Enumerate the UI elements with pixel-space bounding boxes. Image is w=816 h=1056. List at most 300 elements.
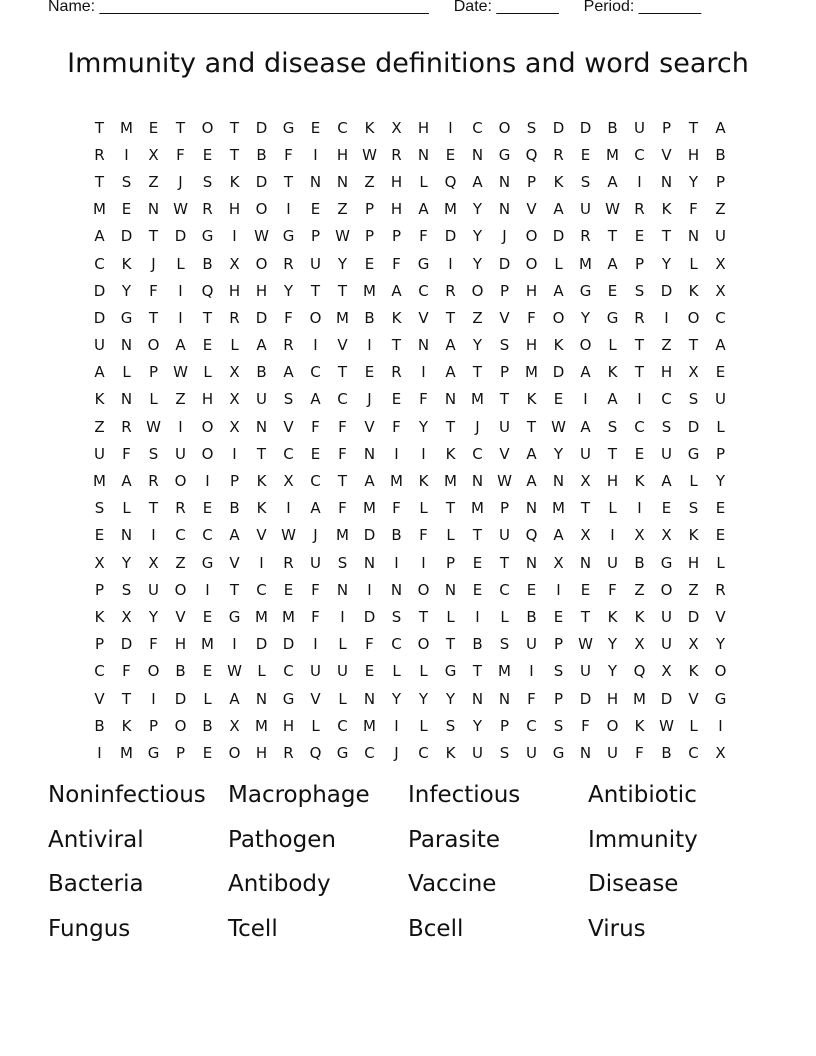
grid-letter[interactable]: M <box>606 145 619 164</box>
grid-letter[interactable]: D <box>174 689 187 708</box>
grid-letter[interactable]: Z <box>175 390 186 409</box>
grid-letter[interactable]: K <box>607 607 618 626</box>
grid-letter[interactable]: V <box>310 689 321 708</box>
grid-letter[interactable]: I <box>664 308 669 327</box>
grid-letter[interactable]: Q <box>309 743 322 762</box>
grid-letter[interactable]: I <box>475 607 480 626</box>
grid-letter[interactable]: M <box>363 716 376 735</box>
grid-letter[interactable]: K <box>688 662 699 681</box>
grid-letter[interactable]: U <box>94 444 105 463</box>
grid-letter[interactable]: G <box>147 743 160 762</box>
grid-letter[interactable]: Y <box>607 662 618 681</box>
grid-letter[interactable]: A <box>580 417 591 436</box>
grid-letter[interactable]: X <box>229 716 240 735</box>
grid-letter[interactable]: D <box>660 689 673 708</box>
grid-letter[interactable]: K <box>445 444 456 463</box>
grid-letter[interactable]: M <box>444 200 457 219</box>
grid-letter[interactable]: C <box>94 254 105 273</box>
grid-letter[interactable]: F <box>527 308 536 327</box>
grid-letter[interactable]: C <box>418 743 429 762</box>
grid-letter[interactable]: R <box>121 417 132 436</box>
grid-letter[interactable]: I <box>367 336 372 355</box>
grid-letter[interactable]: O <box>660 580 673 599</box>
grid-letter[interactable]: B <box>607 118 618 137</box>
grid-letter[interactable]: L <box>608 499 617 518</box>
grid-letter[interactable]: D <box>363 607 376 626</box>
grid-letter[interactable]: T <box>580 499 591 518</box>
grid-letter[interactable]: I <box>394 553 399 572</box>
grid-letter[interactable]: F <box>122 444 131 463</box>
grid-letter[interactable]: D <box>552 227 565 246</box>
grid-letter[interactable]: A <box>715 336 726 355</box>
grid-letter[interactable]: F <box>419 526 428 545</box>
grid-letter[interactable]: F <box>311 607 320 626</box>
grid-letter[interactable]: T <box>256 444 267 463</box>
grid-letter[interactable]: O <box>147 336 160 355</box>
grid-letter[interactable]: W <box>173 200 188 219</box>
grid-letter[interactable]: F <box>689 200 698 219</box>
grid-letter[interactable]: E <box>94 526 105 545</box>
grid-letter[interactable]: T <box>229 580 240 599</box>
grid-letter[interactable]: I <box>421 553 426 572</box>
grid-letter[interactable]: Z <box>94 417 105 436</box>
grid-letter[interactable]: M <box>120 743 133 762</box>
grid-letter[interactable]: A <box>121 472 132 491</box>
grid-letter[interactable]: F <box>284 145 293 164</box>
grid-letter[interactable]: A <box>607 172 618 191</box>
grid-letter[interactable]: V <box>94 689 105 708</box>
grid-letter[interactable]: O <box>255 200 268 219</box>
grid-letter[interactable]: U <box>310 553 321 572</box>
grid-letter[interactable]: I <box>448 118 453 137</box>
grid-letter[interactable]: S <box>634 281 645 300</box>
grid-letter[interactable]: Y <box>148 607 159 626</box>
grid-letter[interactable]: Z <box>661 336 672 355</box>
grid-letter[interactable]: G <box>336 743 349 762</box>
grid-letter[interactable]: M <box>471 390 484 409</box>
grid-letter[interactable]: O <box>255 254 268 273</box>
grid-letter[interactable]: D <box>255 635 268 654</box>
grid-letter[interactable]: O <box>201 417 214 436</box>
grid-letter[interactable]: B <box>364 308 375 327</box>
grid-letter[interactable]: M <box>336 526 349 545</box>
grid-letter[interactable]: B <box>715 145 726 164</box>
grid-letter[interactable]: I <box>367 580 372 599</box>
grid-letter[interactable]: P <box>553 689 564 708</box>
grid-letter[interactable]: T <box>337 281 348 300</box>
grid-letter[interactable]: X <box>553 553 564 572</box>
grid-letter[interactable]: R <box>580 227 591 246</box>
grid-letter[interactable]: X <box>121 607 132 626</box>
grid-letter[interactable]: F <box>419 390 428 409</box>
grid-letter[interactable]: U <box>580 200 591 219</box>
grid-letter[interactable]: L <box>338 689 347 708</box>
grid-letter[interactable]: J <box>502 227 507 246</box>
grid-letter[interactable]: T <box>391 336 402 355</box>
grid-letter[interactable]: A <box>580 363 591 382</box>
grid-letter[interactable]: Y <box>715 472 726 491</box>
grid-letter[interactable]: U <box>499 526 510 545</box>
grid-letter[interactable]: E <box>553 390 564 409</box>
grid-letter[interactable]: K <box>229 172 240 191</box>
grid-letter[interactable]: U <box>337 662 348 681</box>
grid-letter[interactable]: I <box>178 417 183 436</box>
grid-letter[interactable]: I <box>610 526 615 545</box>
grid-letter[interactable]: I <box>232 635 237 654</box>
grid-letter[interactable]: A <box>607 254 618 273</box>
grid-letter[interactable]: A <box>607 390 618 409</box>
grid-letter[interactable]: C <box>499 580 510 599</box>
grid-letter[interactable]: N <box>255 417 268 436</box>
grid-letter[interactable]: O <box>174 716 187 735</box>
grid-letter[interactable]: U <box>580 662 591 681</box>
grid-letter[interactable]: L <box>122 363 131 382</box>
grid-letter[interactable]: N <box>525 553 538 572</box>
grid-letter[interactable]: P <box>715 172 726 191</box>
grid-letter[interactable]: W <box>362 145 377 164</box>
grid-letter[interactable]: R <box>94 145 105 164</box>
grid-letter[interactable]: P <box>364 200 375 219</box>
grid-letter[interactable]: K <box>553 336 564 355</box>
grid-letter[interactable]: V <box>526 200 537 219</box>
grid-letter[interactable]: T <box>310 281 321 300</box>
grid-letter[interactable]: G <box>552 743 565 762</box>
grid-letter[interactable]: I <box>313 145 318 164</box>
grid-letter[interactable]: W <box>578 635 593 654</box>
grid-letter[interactable]: M <box>525 363 538 382</box>
grid-letter[interactable]: E <box>715 363 726 382</box>
grid-letter[interactable]: H <box>390 172 403 191</box>
grid-letter[interactable]: U <box>661 607 672 626</box>
grid-letter[interactable]: L <box>689 716 698 735</box>
grid-letter[interactable]: E <box>472 553 483 572</box>
grid-letter[interactable]: N <box>120 526 133 545</box>
grid-letter[interactable]: H <box>525 336 538 355</box>
grid-letter[interactable]: P <box>310 227 321 246</box>
grid-letter[interactable]: S <box>94 499 105 518</box>
grid-letter[interactable]: X <box>580 472 591 491</box>
grid-letter[interactable]: O <box>552 308 565 327</box>
grid-letter[interactable]: E <box>202 145 213 164</box>
grid-letter[interactable]: D <box>120 635 133 654</box>
grid-letter[interactable]: S <box>499 635 510 654</box>
grid-letter[interactable]: R <box>283 254 294 273</box>
grid-letter[interactable]: N <box>417 336 430 355</box>
grid-letter[interactable]: L <box>716 553 725 572</box>
grid-letter[interactable]: E <box>121 200 132 219</box>
grid-letter[interactable]: L <box>500 607 509 626</box>
grid-letter[interactable]: U <box>94 336 105 355</box>
grid-letter[interactable]: S <box>391 607 402 626</box>
grid-letter[interactable]: M <box>633 689 646 708</box>
grid-letter[interactable]: M <box>390 472 403 491</box>
grid-letter[interactable]: F <box>527 689 536 708</box>
grid-letter[interactable]: D <box>579 118 592 137</box>
grid-letter[interactable]: E <box>202 743 213 762</box>
grid-letter[interactable]: G <box>498 145 511 164</box>
grid-letter[interactable]: H <box>606 472 619 491</box>
grid-letter[interactable]: A <box>553 200 564 219</box>
grid-letter[interactable]: F <box>581 716 590 735</box>
grid-letter[interactable]: N <box>255 689 268 708</box>
grid-letter[interactable]: Z <box>634 580 645 599</box>
grid-letter[interactable]: I <box>205 472 210 491</box>
grid-letter[interactable]: O <box>579 336 592 355</box>
grid-letter[interactable]: F <box>338 499 347 518</box>
grid-letter[interactable]: T <box>472 363 483 382</box>
grid-letter[interactable]: H <box>255 743 268 762</box>
grid-letter[interactable]: Z <box>688 580 699 599</box>
grid-letter[interactable]: G <box>282 227 295 246</box>
grid-letter[interactable]: Y <box>391 689 402 708</box>
grid-letter[interactable]: W <box>551 417 566 436</box>
grid-letter[interactable]: O <box>606 716 619 735</box>
grid-letter[interactable]: F <box>284 308 293 327</box>
grid-letter[interactable]: V <box>175 607 186 626</box>
grid-letter[interactable]: B <box>526 607 537 626</box>
grid-letter[interactable]: B <box>202 716 213 735</box>
grid-letter[interactable]: Z <box>715 200 726 219</box>
grid-letter[interactable]: E <box>202 662 213 681</box>
grid-letter[interactable]: R <box>391 363 402 382</box>
grid-letter[interactable]: I <box>637 172 642 191</box>
grid-letter[interactable]: G <box>201 553 214 572</box>
grid-letter[interactable]: O <box>201 444 214 463</box>
grid-letter[interactable]: P <box>148 363 159 382</box>
grid-letter[interactable]: W <box>254 227 269 246</box>
grid-letter[interactable]: P <box>499 716 510 735</box>
grid-letter[interactable]: D <box>498 254 511 273</box>
grid-letter[interactable]: H <box>525 281 538 300</box>
grid-letter[interactable]: M <box>579 254 592 273</box>
grid-letter[interactable]: G <box>579 281 592 300</box>
grid-letter[interactable]: I <box>448 254 453 273</box>
grid-letter[interactable]: S <box>607 417 618 436</box>
grid-letter[interactable]: F <box>338 417 347 436</box>
grid-letter[interactable]: G <box>660 553 673 572</box>
grid-letter[interactable]: W <box>497 472 512 491</box>
grid-letter[interactable]: W <box>605 200 620 219</box>
grid-letter[interactable]: B <box>256 363 267 382</box>
grid-letter[interactable]: E <box>661 499 672 518</box>
grid-letter[interactable]: P <box>94 635 105 654</box>
grid-letter[interactable]: P <box>175 743 186 762</box>
grid-letter[interactable]: J <box>475 417 480 436</box>
grid-letter[interactable]: Y <box>688 172 699 191</box>
grid-letter[interactable]: M <box>552 499 565 518</box>
grid-letter[interactable]: V <box>256 526 267 545</box>
grid-letter[interactable]: K <box>256 499 267 518</box>
grid-letter[interactable]: Y <box>121 281 132 300</box>
grid-letter[interactable]: M <box>336 308 349 327</box>
grid-letter[interactable]: L <box>689 472 698 491</box>
grid-letter[interactable]: C <box>337 118 348 137</box>
grid-letter[interactable]: D <box>660 281 673 300</box>
grid-letter[interactable]: J <box>367 390 372 409</box>
grid-letter[interactable]: O <box>147 662 160 681</box>
grid-letter[interactable]: E <box>634 227 645 246</box>
grid-letter[interactable]: B <box>634 553 645 572</box>
grid-letter[interactable]: K <box>391 308 402 327</box>
grid-letter[interactable]: W <box>281 526 296 545</box>
grid-letter[interactable]: E <box>364 363 375 382</box>
grid-letter[interactable]: G <box>417 254 430 273</box>
grid-letter[interactable]: N <box>552 472 565 491</box>
grid-letter[interactable]: G <box>282 118 295 137</box>
grid-letter[interactable]: D <box>687 607 700 626</box>
grid-letter[interactable]: D <box>552 118 565 137</box>
grid-letter[interactable]: K <box>94 607 105 626</box>
grid-letter[interactable]: S <box>526 118 537 137</box>
grid-letter[interactable]: V <box>499 444 510 463</box>
grid-letter[interactable]: T <box>607 227 618 246</box>
grid-letter[interactable]: X <box>715 743 726 762</box>
grid-letter[interactable]: T <box>472 526 483 545</box>
grid-letter[interactable]: S <box>499 336 510 355</box>
grid-letter[interactable]: O <box>687 308 700 327</box>
grid-letter[interactable]: E <box>391 390 402 409</box>
grid-letter[interactable]: A <box>283 363 294 382</box>
grid-letter[interactable]: K <box>94 390 105 409</box>
grid-letter[interactable]: D <box>255 308 268 327</box>
grid-letter[interactable]: E <box>202 499 213 518</box>
grid-letter[interactable]: T <box>445 635 456 654</box>
grid-letter[interactable]: I <box>394 716 399 735</box>
grid-letter[interactable]: P <box>661 118 672 137</box>
grid-letter[interactable]: T <box>121 689 132 708</box>
grid-letter[interactable]: O <box>417 580 430 599</box>
grid-letter[interactable]: D <box>282 635 295 654</box>
grid-letter[interactable]: U <box>715 390 726 409</box>
grid-letter[interactable]: L <box>446 607 455 626</box>
grid-letter[interactable]: A <box>391 281 402 300</box>
grid-letter[interactable]: S <box>580 172 591 191</box>
grid-letter[interactable]: E <box>283 580 294 599</box>
grid-letter[interactable]: I <box>718 716 723 735</box>
grid-letter[interactable]: T <box>688 336 699 355</box>
grid-letter[interactable]: U <box>175 444 186 463</box>
grid-letter[interactable]: P <box>364 227 375 246</box>
grid-letter[interactable]: H <box>282 716 295 735</box>
grid-letter[interactable]: R <box>229 308 240 327</box>
grid-letter[interactable]: U <box>580 444 591 463</box>
grid-letter[interactable]: E <box>148 118 159 137</box>
grid-letter[interactable]: Y <box>418 417 429 436</box>
grid-letter[interactable]: X <box>148 553 159 572</box>
grid-letter[interactable]: O <box>174 472 187 491</box>
grid-letter[interactable]: V <box>715 607 726 626</box>
grid-letter[interactable]: I <box>637 499 642 518</box>
grid-letter[interactable]: N <box>390 580 403 599</box>
grid-letter[interactable]: H <box>687 145 700 164</box>
grid-letter[interactable]: R <box>283 553 294 572</box>
grid-letter[interactable]: T <box>634 336 645 355</box>
grid-letter[interactable]: V <box>418 308 429 327</box>
grid-letter[interactable]: R <box>553 145 564 164</box>
grid-letter[interactable]: M <box>93 200 106 219</box>
grid-letter[interactable]: T <box>472 662 483 681</box>
grid-letter[interactable]: Y <box>553 444 564 463</box>
grid-letter[interactable]: H <box>255 281 268 300</box>
grid-letter[interactable]: N <box>336 580 349 599</box>
grid-letter[interactable]: Y <box>283 281 294 300</box>
grid-letter[interactable]: O <box>525 254 538 273</box>
grid-letter[interactable]: C <box>202 526 213 545</box>
grid-letter[interactable]: Q <box>633 662 646 681</box>
grid-letter[interactable]: W <box>659 716 674 735</box>
grid-letter[interactable]: P <box>499 499 510 518</box>
grid-letter[interactable]: X <box>229 363 240 382</box>
grid-letter[interactable]: M <box>282 607 295 626</box>
grid-letter[interactable]: X <box>580 526 591 545</box>
grid-letter[interactable]: E <box>202 607 213 626</box>
grid-letter[interactable]: V <box>364 417 375 436</box>
grid-letter[interactable]: U <box>256 390 267 409</box>
grid-letter[interactable]: L <box>419 499 428 518</box>
grid-letter[interactable]: Q <box>444 172 457 191</box>
grid-letter[interactable]: C <box>391 635 402 654</box>
grid-letter[interactable]: C <box>634 145 645 164</box>
grid-letter[interactable]: F <box>608 580 617 599</box>
grid-letter[interactable]: L <box>203 689 212 708</box>
grid-letter[interactable]: P <box>526 172 537 191</box>
grid-letter[interactable]: X <box>661 526 672 545</box>
grid-letter[interactable]: V <box>499 308 510 327</box>
grid-letter[interactable]: N <box>120 336 133 355</box>
grid-letter[interactable]: A <box>445 363 456 382</box>
grid-letter[interactable]: C <box>688 743 699 762</box>
grid-letter[interactable]: C <box>283 662 294 681</box>
grid-letter[interactable]: L <box>419 172 428 191</box>
grid-letter[interactable]: N <box>579 743 592 762</box>
grid-letter[interactable]: I <box>340 607 345 626</box>
grid-letter[interactable]: T <box>526 417 537 436</box>
grid-letter[interactable]: M <box>120 118 133 137</box>
grid-letter[interactable]: O <box>498 118 511 137</box>
grid-letter[interactable]: S <box>553 716 564 735</box>
grid-letter[interactable]: X <box>661 662 672 681</box>
grid-letter[interactable]: H <box>417 118 430 137</box>
grid-letter[interactable]: A <box>445 336 456 355</box>
grid-letter[interactable]: E <box>310 118 321 137</box>
grid-letter[interactable]: R <box>175 499 186 518</box>
grid-letter[interactable]: I <box>394 444 399 463</box>
grid-letter[interactable]: A <box>256 336 267 355</box>
grid-letter[interactable]: V <box>661 145 672 164</box>
grid-letter[interactable]: V <box>688 689 699 708</box>
grid-letter[interactable]: Y <box>418 689 429 708</box>
grid-letter[interactable]: J <box>151 254 156 273</box>
grid-letter[interactable]: D <box>687 417 700 436</box>
grid-letter[interactable]: I <box>313 635 318 654</box>
grid-letter[interactable]: K <box>634 472 645 491</box>
grid-letter[interactable]: F <box>365 635 374 654</box>
grid-letter[interactable]: E <box>715 499 726 518</box>
grid-letter[interactable]: A <box>364 472 375 491</box>
grid-letter[interactable]: B <box>202 254 213 273</box>
grid-letter[interactable]: S <box>688 390 699 409</box>
grid-letter[interactable]: K <box>634 716 645 735</box>
grid-letter[interactable]: K <box>121 716 132 735</box>
grid-letter[interactable]: Y <box>121 553 132 572</box>
grid-letter[interactable]: E <box>202 336 213 355</box>
grid-letter[interactable]: J <box>394 743 399 762</box>
grid-letter[interactable]: V <box>337 336 348 355</box>
grid-letter[interactable]: K <box>688 281 699 300</box>
grid-letter[interactable]: T <box>94 172 105 191</box>
grid-letter[interactable]: M <box>363 281 376 300</box>
grid-letter[interactable]: A <box>229 526 240 545</box>
